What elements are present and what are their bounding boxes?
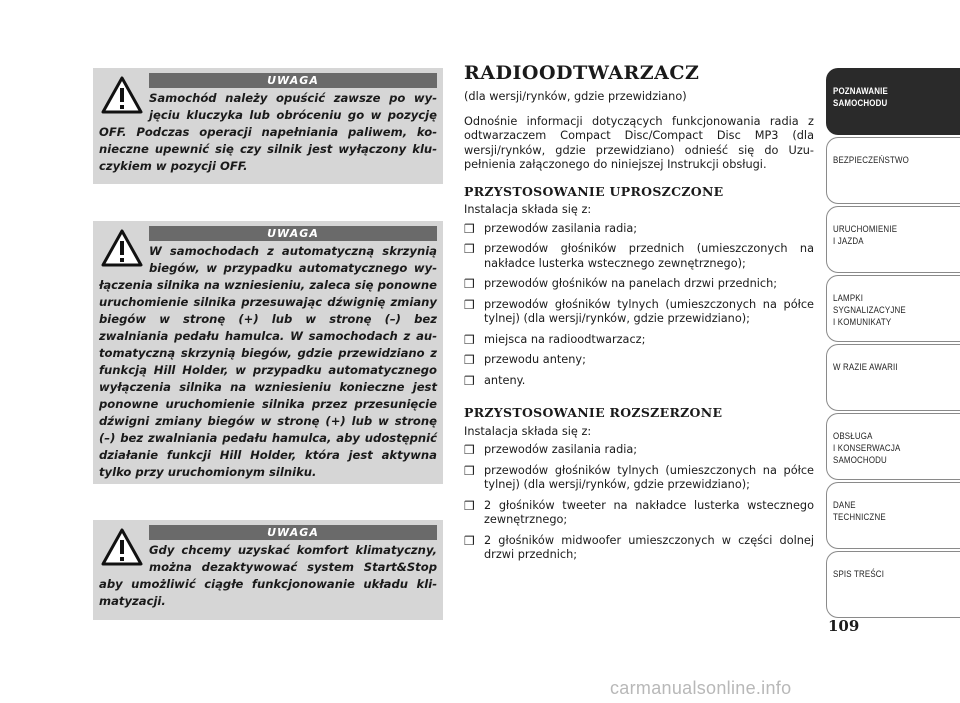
tab-spis-tresci[interactable]: SPIS TREŚCI <box>826 551 960 618</box>
extended-heading: PRZYSTOSOWANIE ROZSZERZONE <box>464 405 723 420</box>
list-item: ❒ przewodów głośników tylnych (umieszczonych na półce tylnej) (dla wersji/rynków, gdzie przewidziano); <box>464 463 814 491</box>
list-item: ❒ miejsca na radioodtwarzacz; <box>464 332 646 347</box>
checkbox-icon: ❒ <box>464 443 475 457</box>
warning-box-1 <box>93 68 443 184</box>
basic-lead: Instalacja składa się z: <box>464 203 592 216</box>
tab-uruchomienie-i-jazda[interactable]: URUCHOMIENIE I JAZDA <box>826 206 960 273</box>
list-item: ❒ przewodów głośników na panelach drzwi przednich; <box>464 277 778 291</box>
section-title: RADIOODTWARZACZ <box>464 62 700 84</box>
list-item: ❒ anteny. <box>464 373 526 388</box>
extended-list <box>464 443 814 563</box>
page-number: 109 <box>828 617 860 635</box>
warning-text: W samochodach z automatyczną skrzynią biegów, w przypadku automatycznego wyłączenia silnika na wzniesieniu, zaleca się ponowne uruchomienie silnika przesuwając dźwignię zmiany biegów w stronę (+) lub w stronę (–) bez zwalniania pedału hamulca. W samochodach z automatyczną skrzynią biegów, gdzie przewidziano z funkcją Hill Holder, w przypadku automatycznego wyłączenia silnika na wzniesieniu konieczne jest ponowne uruchomienie silnika przez przesunięcie dźwigni zmiany biegów w stronę (+) lub w stronę (–) bez zwalniania pedału hamulca, aby udostępnić działanie funkcji Hill Holder, która jest aktywna tylko przy uruchomionym silniku. <box>99 244 437 479</box>
section-intro: Odnośnie informacji dotyczących funkcjonowania radia z odtwarzaczem Compact Disc/Compact Disc MP3 (dla wersji/rynków, gdzie przewidziano) odnieść się do Uzupełnienia załączonego do niniejszej Instrukcji obsługi. <box>464 114 814 171</box>
list-item: ❒ przewodu anteny; <box>464 353 586 367</box>
warning-box-3 <box>93 520 443 620</box>
checkbox-icon: ❒ <box>464 353 475 367</box>
warning-label: UWAGA <box>149 226 437 241</box>
tab-w-razie-awarii[interactable]: W RAZIE AWARII <box>826 344 960 411</box>
warning-text: Gdy chcemy uzyskać komfort klimatyczny, można dezaktywować system Start&Stop aby umożliwić ciągłe funkcjonowanie układu klimatyzacji. <box>99 543 437 608</box>
tab-obsluga-i-konserwacja[interactable]: OBSŁUGA I KONSERWACJA SAMOCHODU <box>826 413 960 480</box>
tab-lampki-sygnalizacyjne[interactable]: LAMPKI SYGNALIZACYJNE I KOMUNIKATY <box>826 275 960 342</box>
checkbox-icon: ❒ <box>464 533 475 548</box>
basic-list <box>464 222 814 389</box>
warning-label: UWAGA <box>149 73 437 88</box>
tab-poznawanie-samochodu[interactable]: POZNAWANIE SAMOCHODU <box>826 68 960 135</box>
checkbox-icon: ❒ <box>464 221 475 236</box>
section-subtitle: (dla wersji/rynków, gdzie przewidziano) <box>464 90 687 103</box>
chapter-tabs <box>826 68 960 620</box>
checkbox-icon: ❒ <box>464 463 475 478</box>
checkbox-icon: ❒ <box>464 373 475 388</box>
list-item: ❒ 2 głośników midwoofer umieszczonych w części dolnej drzwi przednich; <box>464 533 814 561</box>
extended-lead: Instalacja składa się z: <box>464 424 592 438</box>
warning-text: Samochód należy opuścić zawsze po wyjęciu kluczyka lub obróceniu go w pozycję OFF. Podczas operacji napełniania paliwem, konieczne upewnić się czy silnik jest wyłączony kluczykiem w pozycji OFF. <box>99 91 437 173</box>
list-item: ❒ przewodów głośników przednich (umieszczonych na nakładce lusterka wstecznego zewnętrznego); <box>464 242 814 270</box>
basic-heading: PRZYSTOSOWANIE UPROSZCZONE <box>464 183 724 199</box>
warning-label: UWAGA <box>149 525 437 540</box>
checkbox-icon: ❒ <box>464 242 475 256</box>
checkbox-icon: ❒ <box>464 332 475 347</box>
checkbox-icon: ❒ <box>464 297 475 312</box>
list-item: ❒ przewodów zasilania radia; <box>464 221 638 236</box>
list-item: ❒ przewodów zasilania radia; <box>464 443 638 457</box>
radio-section <box>464 60 814 569</box>
tab-bezpieczenstwo[interactable]: BEZPIECZEŃSTWO <box>826 137 960 204</box>
watermark: carmanualsonline.info <box>610 678 792 698</box>
checkbox-icon: ❒ <box>464 498 475 513</box>
list-item: ❒ przewodów głośników tylnych (umieszczonych na półce tylnej) (dla wersji/rynków, gdzie przewidziano); <box>464 297 814 325</box>
checkbox-icon: ❒ <box>464 277 475 291</box>
warning-box-2 <box>93 221 443 484</box>
tab-dane-techniczne[interactable]: DANE TECHNICZNE <box>826 482 960 549</box>
list-item: ❒ 2 głośników tweeter na nakładce lusterka wstecznego zewnętrznego; <box>464 498 814 526</box>
